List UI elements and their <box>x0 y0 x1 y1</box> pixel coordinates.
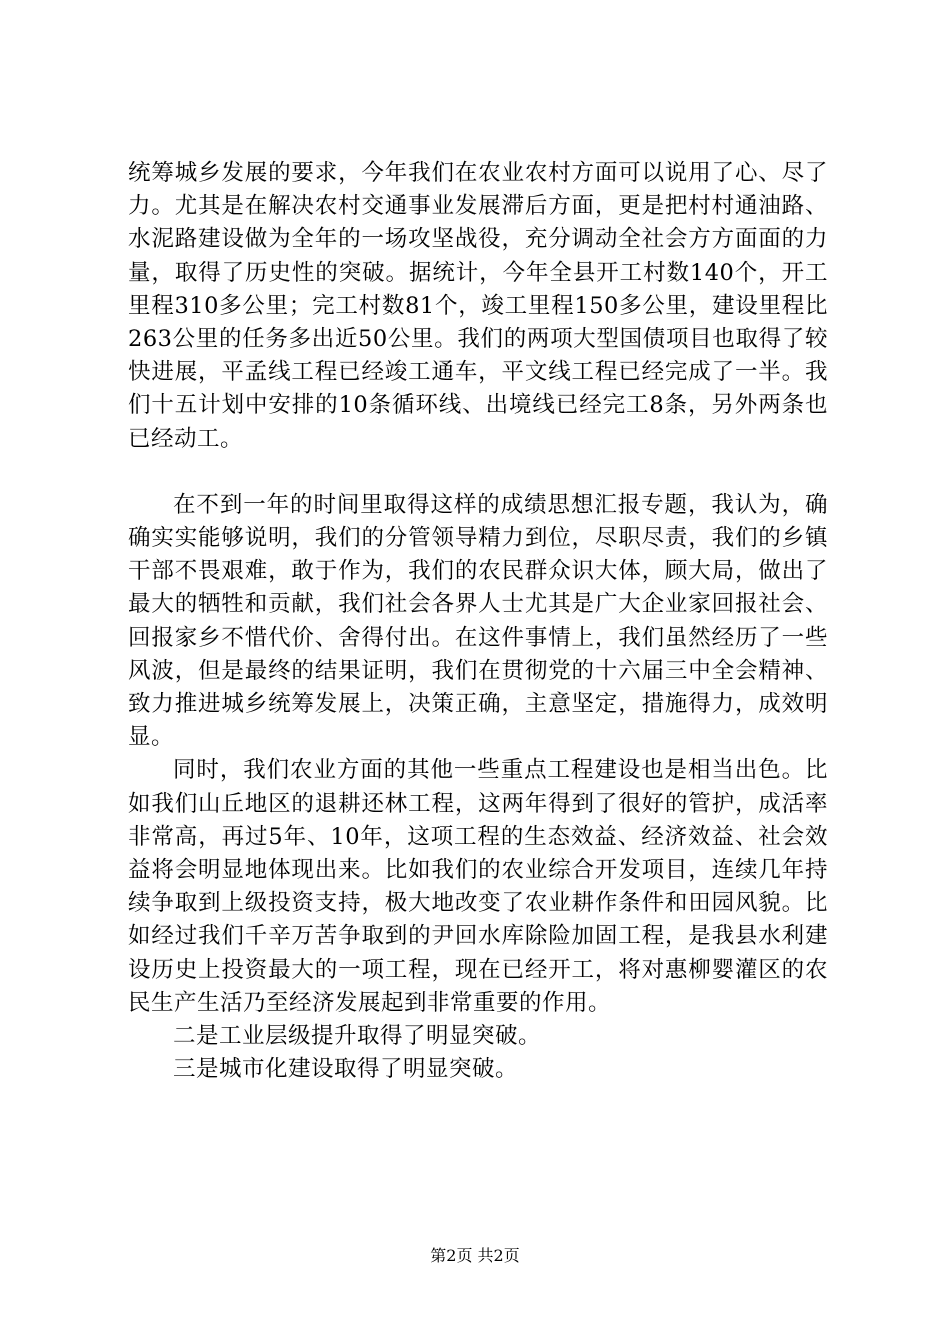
paragraph-infrastructure: 统筹城乡发展的要求，今年我们在农业农村方面可以说用了心、尽了力。尤其是在解决农村交通事业发展滞后方面，更是把村村通油路、水泥路建设做为全年的一场攻坚战役，充分调动全社会方方面面的力量，取得了历史性的突破。据统计，今年全县开工村数140个，开工里程310多公里；完工村数81个，竣工里程150多公里，建设里程比263公里的任务多出近50公里。我们的两项大型国债项目也取得了较快进展，平孟线工程已经竣工通车，平文线工程已经完成了一半。我们十五计划中安排的10条循环线、出境线已经完工8条，另外两条也已经动工。 <box>128 160 828 452</box>
paragraph-industry-point: 二是工业层级提升取得了明显突破。 <box>173 1023 542 1050</box>
paragraph-urbanization-point: 三是城市化建设取得了明显突破。 <box>173 1056 519 1083</box>
document-body <box>128 157 828 1086</box>
page-number-footer: 第2页 共2页 <box>430 1246 520 1265</box>
paragraph-gap <box>128 456 828 489</box>
paragraph-agriculture-projects: 同时，我们农业方面的其他一些重点工程建设也是相当出色。比如我们山丘地区的退耕还林工程，这两年得到了很好的管护，成活率非常高，再过5年、10年，这项工程的生态效益、经济效益、社会效益将会明显地体现出来。比如我们的农业综合开发项目，连续几年持续争取到上级投资支持，极大地改变了农业耕作条件和田园风貌。比如经过我们千辛万苦争取到的尹回水库除险加固工程，是我县水利建设历史上投资最大的一项工程，现在已经开工，将对惠柳婴灌区的农民生产生活乃至经济发展起到非常重要的作用。 <box>128 757 828 1016</box>
paragraph-achievement-summary: 在不到一年的时间里取得这样的成绩思想汇报专题，我认为，确确实实能够说明，我们的分管领导精力到位，尽职尽责，我们的乡镇干部不畏艰难，敢于作为，我们的农民群众识大体，顾大局，做出了最大的牺牲和贡献，我们社会各界人士尤其是广大企业家回报社会、回报家乡不惜代价、舍得付出。在这件事情上，我们虽然经历了一些风波，但是最终的结果证明，我们在贯彻党的十六届三中全会精神、致力推进城乡统筹发展上，决策正确，主意坚定，措施得力，成效明显。 <box>128 491 828 751</box>
